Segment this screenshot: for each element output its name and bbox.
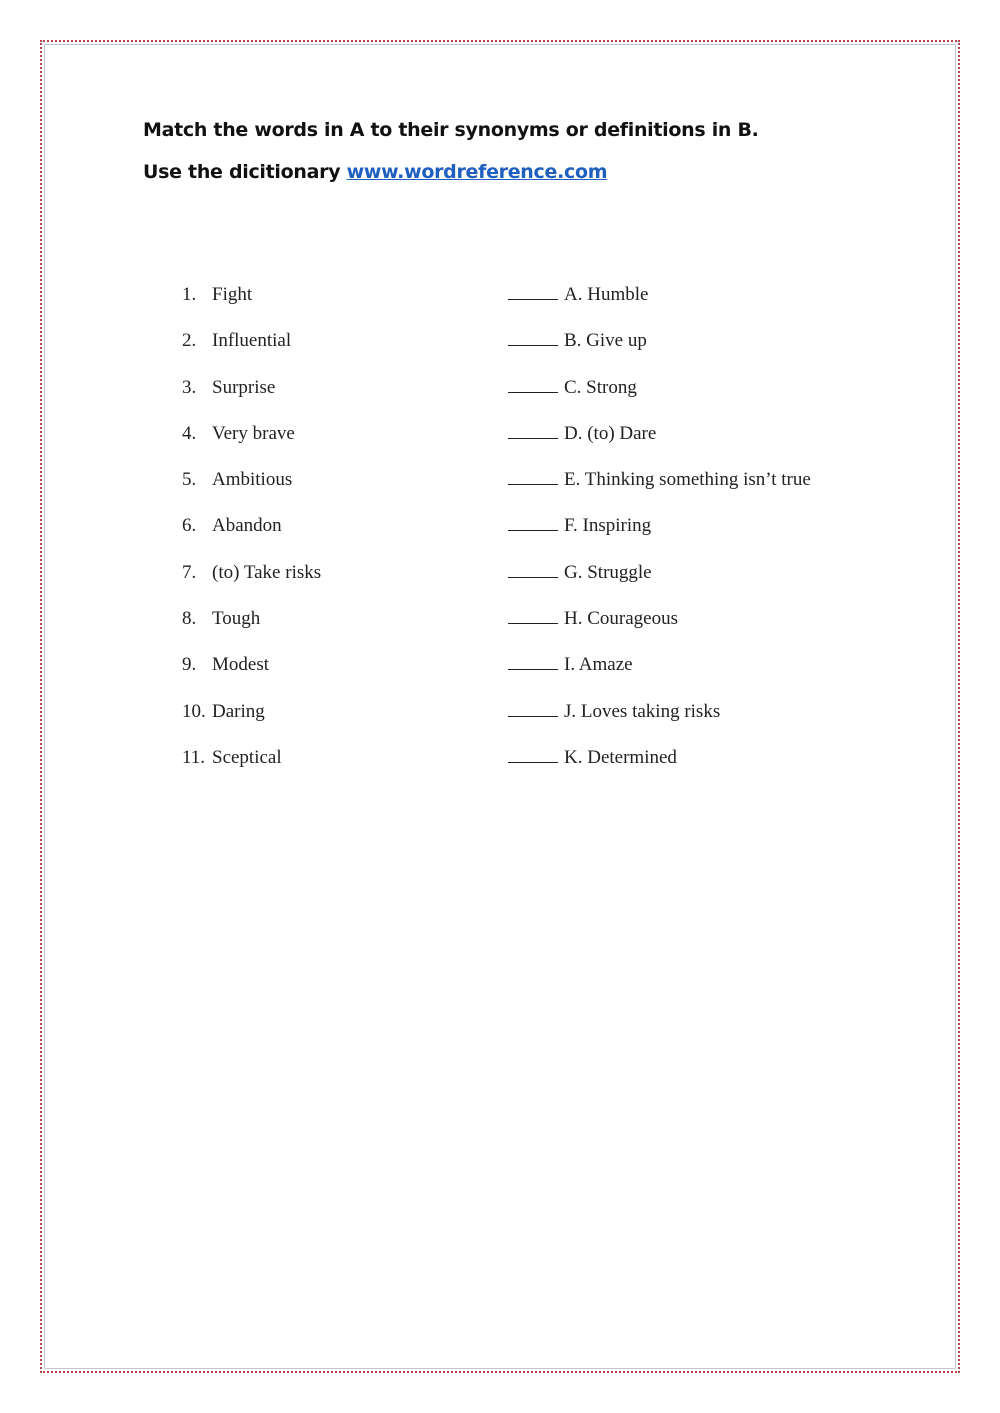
definition-item — [508, 560, 811, 606]
word-item — [182, 745, 321, 791]
definition-item — [508, 745, 811, 791]
answer-blank[interactable] — [508, 421, 558, 439]
item-word: Sceptical — [212, 746, 282, 768]
definition-text: K. Determined — [564, 746, 677, 768]
definition-item — [508, 421, 811, 467]
definition-text: A. Humble — [564, 284, 649, 305]
definition-text: H. Courageous — [564, 608, 678, 630]
answer-blank[interactable] — [508, 560, 558, 578]
item-number: 9. — [182, 654, 197, 676]
answer-blank[interactable] — [508, 467, 558, 485]
definition-item — [508, 328, 811, 374]
definition-text: C. Strong — [564, 376, 637, 398]
definition-item — [508, 513, 811, 559]
answer-blank[interactable] — [508, 513, 558, 531]
item-number: 7. — [182, 561, 197, 583]
word-item — [182, 652, 321, 698]
answer-blank[interactable] — [508, 652, 558, 670]
item-number: 4. — [182, 422, 197, 444]
word-item — [182, 467, 321, 513]
answer-blank[interactable] — [508, 606, 558, 624]
item-word: Ambitious — [212, 469, 293, 491]
item-word: (to) Take risks — [212, 561, 322, 583]
column-a — [182, 282, 321, 791]
definition-text: E. Thinking something isn’t true — [564, 469, 811, 491]
dictionary-label: Use the dicitionary — [143, 161, 347, 183]
item-number: 11. — [182, 746, 206, 768]
word-item — [182, 699, 321, 745]
dictionary-line — [143, 161, 607, 183]
instruction-heading — [143, 119, 759, 141]
word-item — [182, 375, 321, 421]
definition-item — [508, 652, 811, 698]
definition-item — [508, 606, 811, 652]
answer-blank[interactable] — [508, 745, 558, 763]
answer-blank[interactable] — [508, 375, 558, 393]
item-number: 3. — [182, 376, 197, 398]
definition-text: F. Inspiring — [564, 515, 652, 537]
item-number: 2. — [182, 330, 197, 352]
column-b — [508, 282, 811, 791]
definition-text: B. Give up — [564, 330, 647, 352]
item-word: Tough — [212, 608, 261, 630]
instruction-text: Match the words in A to their synonyms or definitions in B. — [143, 119, 759, 141]
word-item — [182, 282, 321, 328]
item-word: Very brave — [212, 422, 295, 444]
word-item — [182, 328, 321, 374]
definition-item — [508, 282, 811, 328]
definition-text: J. Loves taking risks — [564, 700, 721, 722]
item-number: 6. — [182, 515, 197, 537]
answer-blank[interactable] — [508, 699, 558, 717]
page-border — [40, 40, 960, 1373]
answer-blank[interactable] — [508, 282, 558, 300]
wordreference-link[interactable]: www.wordreference.com — [346, 161, 608, 183]
definition-item — [508, 467, 811, 513]
word-item — [182, 513, 321, 559]
definition-text: G. Struggle — [564, 561, 652, 583]
word-item — [182, 606, 321, 652]
item-word: Influential — [212, 330, 292, 352]
item-word: Abandon — [212, 515, 282, 537]
item-word: Fight — [212, 284, 253, 305]
item-word: Daring — [212, 700, 265, 722]
word-item — [182, 421, 321, 467]
item-number: 10. — [182, 700, 206, 722]
item-number: 1. — [182, 284, 197, 305]
item-number: 5. — [182, 469, 197, 491]
item-word: Modest — [212, 654, 269, 676]
definition-text: D. (to) Dare — [564, 422, 657, 444]
definition-item — [508, 375, 811, 421]
item-word: Surprise — [212, 376, 276, 398]
definition-text: I. Amaze — [564, 654, 633, 676]
item-number: 8. — [182, 608, 197, 630]
answer-blank[interactable] — [508, 328, 558, 346]
definition-item — [508, 699, 811, 745]
word-item — [182, 560, 321, 606]
